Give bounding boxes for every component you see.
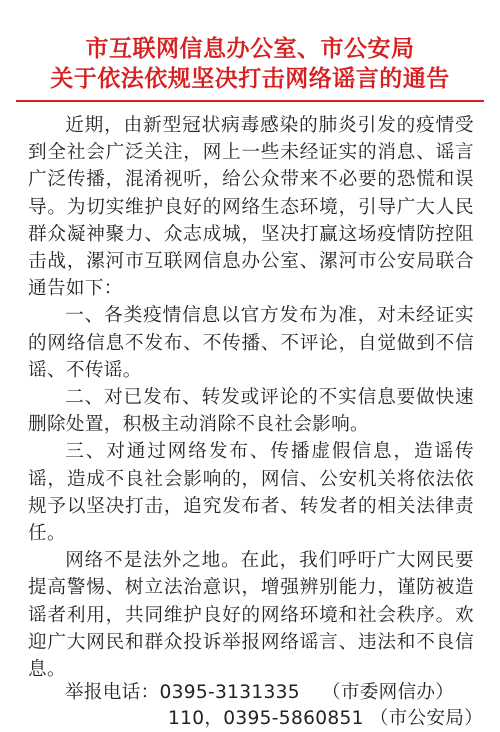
clause-1-paragraph: 一、各类疫情信息以官方发布为准，对未经证实的网络信息不发布、不传播、不评论，自觉做到不信谣、不传谣。 [28,305,474,381]
closing-paragraph: 网络不是法外之地。在此，我们呼吁广大网民要提高警惕、树立法治意识，增强辨别能力，谨防被造谣者利用，共同维护良好的网络环境和社会秩序。欢迎广大网民和群众投诉举报网络谣言、违法和不良信息。 [28,550,474,681]
report-phone-cac: 举报电话：0395-3131335 [65,682,300,703]
notice-body [28,112,474,683]
clause-2-paragraph: 二、对已发布、转发或评论的不实信息要做快速删除处置，积极主动消除不良社会影响。 [28,387,474,436]
intro-paragraph: 近期，由新型冠状病毒感染的肺炎引发的疫情受到全社会广泛关注，网上一些未经证实的消息、谣言广泛传播，混淆视听，给公众带来不必要的恐慌和误导。为切实维护良好的网络生态环境，引导广大人民群众凝神聚力、众志成城，坚决打赢这场疫情防控阻击战，漯河市互联网信息办公室、漯河市公安局联合通告如下： [28,115,474,300]
clause-3-paragraph: 三、对通过网络发布、传播虚假信息，造谣传谣，造成不良社会影响的，网信、公安机关将依法依规予以坚决打击，追究发布者、转发者的相关法律责任。 [28,441,474,545]
title-divider [16,100,484,102]
title-line-2: 关于依法依规坚决打击网络谣言的通告 [50,66,450,92]
contact-row-cac [28,680,474,706]
notice-title [0,34,500,94]
title-line-1: 市互联网信息办公室、市公安局 [85,36,415,62]
contact-org-police: （市公安局） [369,708,484,729]
report-contact [28,680,484,732]
contact-org-cac: （市委网信办） [321,682,455,703]
contact-row-police [28,706,484,732]
report-phone-police: 110，0395-5860851 [168,708,364,729]
